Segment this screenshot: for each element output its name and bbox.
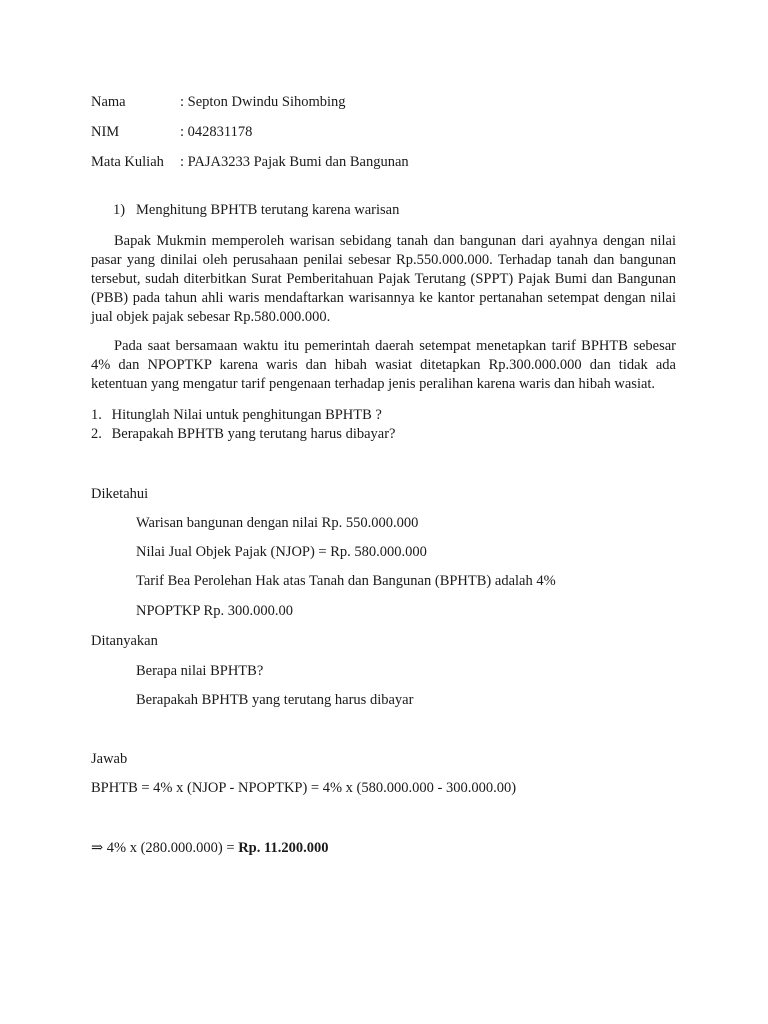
ditanyakan-title: Ditanyakan bbox=[91, 633, 158, 649]
diketahui-title: Diketahui bbox=[91, 486, 149, 502]
ditanyakan-item: Berapa nilai BPHTB? bbox=[136, 663, 264, 679]
name-value: : Septon Dwindu Sihombing bbox=[180, 94, 346, 110]
heading-number: 1) bbox=[113, 202, 126, 218]
heading-text: Menghitung BPHTB terutang karena warisan bbox=[136, 202, 400, 218]
diketahui-item: Nilai Jual Objek Pajak (NJOP) = Rp. 580.000.000 bbox=[136, 544, 427, 560]
jawab-title: Jawab bbox=[91, 751, 128, 767]
diketahui-item: Warisan bangunan dengan nilai Rp. 550.000.000 bbox=[136, 515, 419, 531]
course-value: : PAJA3233 Pajak Bumi dan Bangunan bbox=[180, 154, 409, 170]
paragraph-text: Bapak Mukmin memperoleh warisan sebidang tanah dan bangunan dari ayahnya dengan nilai pasar yang dinilai oleh perusahaan penilai sebesar Rp.550.000.000. Terhadap tanah dan bangunan tersebut, sudah diterbitkan Surat Pemberitahuan Pajak Terutang (SPPT) Pajak Bumi dan Bangunan (PBB) pada tahun ahli waris mendaftarkan warisannya ke kantor pertanahan setempat dengan nilai jual objek pajak sebesar Rp.580.000.000. bbox=[91, 233, 676, 325]
question-item bbox=[91, 406, 396, 425]
jawab-result bbox=[91, 839, 328, 858]
problem-paragraph-1 bbox=[91, 232, 676, 327]
course-label: Mata Kuliah bbox=[91, 154, 164, 170]
diketahui-item: Tarif Bea Perolehan Hak atas Tanah dan Bangunan (BPHTB) adalah 4% bbox=[136, 573, 556, 589]
question-number: 1. bbox=[91, 407, 102, 423]
nim-value: : 042831178 bbox=[180, 124, 253, 140]
result-value: Rp. 11.200.000 bbox=[238, 840, 329, 856]
question-number: 2. bbox=[91, 426, 102, 442]
result-prefix: ⇒ 4% x (280.000.000) = bbox=[91, 840, 239, 856]
question-text: Hitunglah Nilai untuk penghitungan BPHTB ? bbox=[111, 407, 382, 423]
problem-paragraph-2 bbox=[91, 337, 676, 394]
name-label: Nama bbox=[91, 94, 126, 110]
question-item bbox=[91, 425, 396, 444]
jawab-formula: BPHTB = 4% x (NJOP - NPOPTKP) = 4% x (580.000.000 - 300.000.00) bbox=[91, 780, 517, 796]
ditanyakan-item: Berapakah BPHTB yang terutang harus dibayar bbox=[136, 692, 414, 708]
question-list bbox=[91, 406, 396, 444]
paragraph-text: Pada saat bersamaan waktu itu pemerintah daerah setempat menetapkan tarif BPHTB sebesar 4% dan NPOPTKP karena waris dan hibah wasiat ditetapkan Rp.300.000.000 dan tidak ada ketentuan yang mengatur tarif pengenaan terhadap jenis peralihan karena waris dan hibah wasiat. bbox=[91, 338, 676, 392]
diketahui-item: NPOPTKP Rp. 300.000.00 bbox=[136, 603, 293, 619]
nim-label: NIM bbox=[91, 124, 120, 140]
question-text: Berapakah BPHTB yang terutang harus dibayar? bbox=[111, 426, 396, 442]
